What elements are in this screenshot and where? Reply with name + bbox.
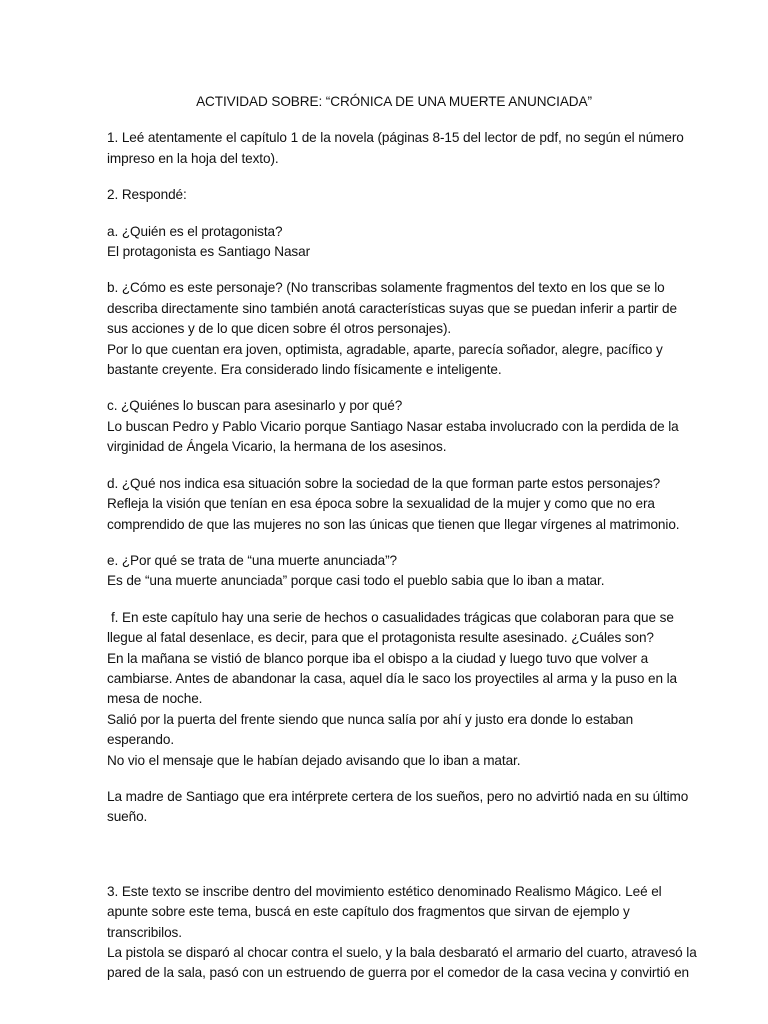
question-a xyxy=(107,222,663,263)
answer-d-line: Refleja la visión que tenían en esa época sobre la sexualidad de la mujer y como que no era xyxy=(107,496,655,512)
question-b-line: sus acciones y de lo que dicen sobre él otros personajes). xyxy=(107,321,452,337)
question-d-line: d. ¿Qué nos indica esa situación sobre la sociedad de la que forman parte estos personajes? xyxy=(107,475,661,491)
question-d xyxy=(107,474,680,535)
blank-space xyxy=(107,844,663,882)
question-f-line: f. En este capítulo hay una serie de hechos o casualidades trágicas que colaboran para que se xyxy=(111,609,674,625)
question-2-heading xyxy=(107,185,663,205)
question-3 xyxy=(107,882,697,984)
question-f-line: llegue al fatal desenlace, es decir, para que el protagonista resulte asesinado. ¿Cuáles son? xyxy=(107,630,654,646)
answer-f-line: Salió por la puerta del frente siendo que nunca salía por ahí y justo era donde lo estaban xyxy=(107,711,634,727)
answer-a-line: El protagonista es Santiago Nasar xyxy=(107,244,310,260)
question-b xyxy=(107,278,677,380)
question-e xyxy=(107,551,663,592)
question-1-line: impreso en la hoja del texto). xyxy=(107,150,279,166)
answer-f-extra-line: sueño. xyxy=(107,809,148,825)
question-f xyxy=(107,608,677,771)
document-title: ACTIVIDAD SOBRE: “CRÓNICA DE UNA MUERTE ANUNCIADA” xyxy=(196,94,592,109)
question-b-line: b. ¿Cómo es este personaje? (No transcribas solamente fragmentos del texto en los que se lo xyxy=(107,280,665,296)
question-2-heading-text: 2. Respondé: xyxy=(107,187,187,203)
answer-d-line: comprendido de que las mujeres no son las únicas que tienen que llegar vírgenes al matrimonio. xyxy=(107,516,680,532)
question-b-line: describa directamente sino también anotá características suyas que se puedan inferir a partir de xyxy=(107,300,677,316)
question-3-line: transcribilos. xyxy=(107,924,182,940)
answer-f-line: mesa de noche. xyxy=(107,691,203,707)
question-c xyxy=(107,396,679,457)
answer-3-line: La pistola se disparó al chocar contra el suelo, y la bala desbarató el armario del cuarto, atravesó la xyxy=(107,945,697,960)
answer-f-line: esperando. xyxy=(107,732,175,748)
answer-3-line: pared de la sala, pasó con un estruendo de guerra por el comedor de la casa vecina y convirtió en xyxy=(107,965,689,981)
answer-f-line: cambiarse. Antes de abandonar la casa, aquel día le saco los proyectiles al arma y la puso en la xyxy=(107,670,677,686)
question-c-line: c. ¿Quiénes lo buscan para asesinarlo y por qué? xyxy=(107,398,403,414)
answer-b-line: Por lo que cuentan era joven, optimista, agradable, aparte, parecía soñador, alegre, pacífico y xyxy=(107,341,663,357)
answer-b-line: bastante creyente. Era considerado lindo físicamente e inteligente. xyxy=(107,362,502,378)
answer-c-line: virginidad de Ángela Vicario, la hermana de los asesinos. xyxy=(107,439,447,455)
answer-f-line: No vio el mensaje que le habían dejado avisando que lo iban a matar. xyxy=(107,752,521,768)
document-body xyxy=(107,92,697,1000)
answer-c-line: Lo buscan Pedro y Pablo Vicario porque Santiago Nasar estaba involucrado con la perdida de la xyxy=(107,418,679,434)
answer-e-line: Es de “una muerte anunciada” porque casi todo el pueblo sabia que lo iban a matar. xyxy=(107,573,605,589)
question-3-line: apunte sobre este tema, buscá en este capítulo dos fragmentos que sirvan de ejemplo y xyxy=(107,904,630,920)
question-3-line: 3. Este texto se inscribe dentro del movimiento estético denominado Realismo Mágico. Leé el xyxy=(107,883,662,899)
answer-f-extra-line: La madre de Santiago que era intérprete certera de los sueños, pero no advirtió nada en su último xyxy=(107,788,689,804)
question-a-line: a. ¿Quién es el protagonista? xyxy=(107,223,283,239)
question-1-line: 1. Leé atentamente el capítulo 1 de la novela (páginas 8-15 del lector de pdf, no según el número xyxy=(107,130,684,146)
question-1 xyxy=(107,128,684,169)
answer-f-extra xyxy=(107,787,689,828)
answer-f-line: En la mañana se vistió de blanco porque iba el obispo a la ciudad y luego tuvo que volver a xyxy=(107,650,649,666)
question-e-line: e. ¿Por qué se trata de “una muerte anunciada”? xyxy=(107,552,398,568)
